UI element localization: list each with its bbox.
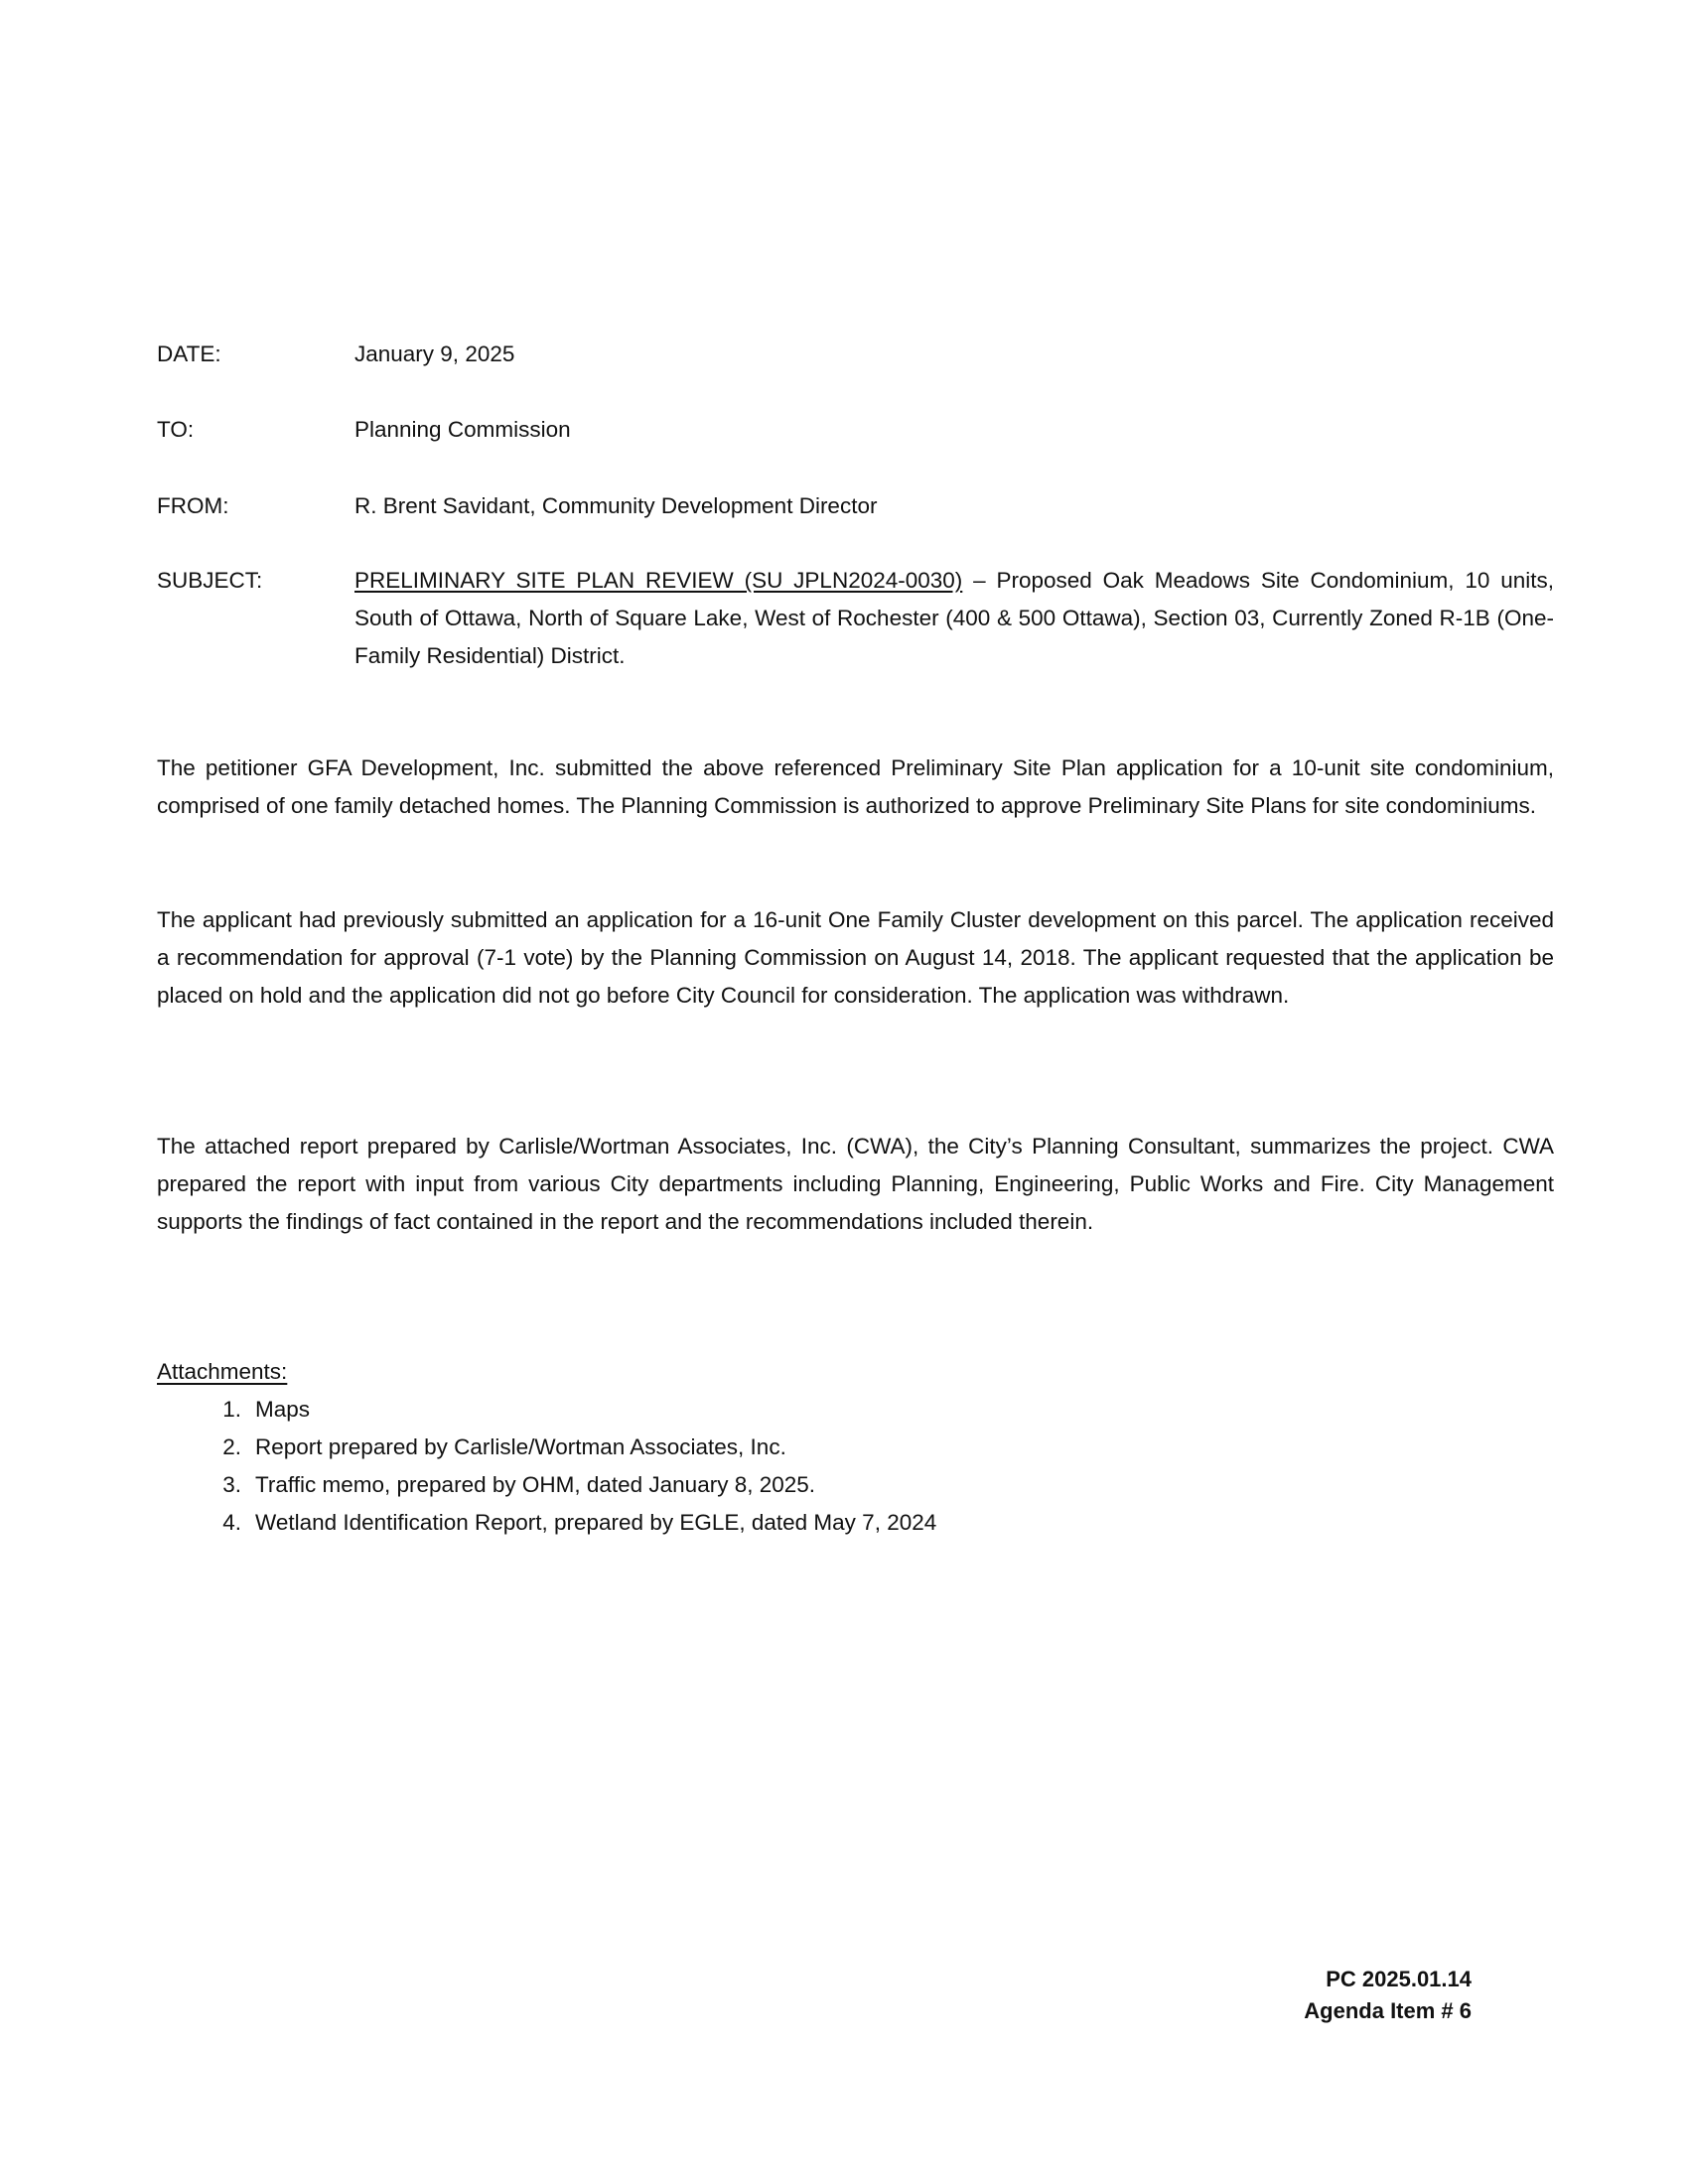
attachment-text: Maps	[255, 1397, 311, 1422]
date-row	[157, 336, 1554, 373]
paragraph-report: The attached report prepared by Carlisle/Wortman Associates, Inc. (CWA), the City’s Planning Consultant, summarizes the project. CWA prepared the report with input from various City departments including Planning, Engineering, Public Works and Fire. City Management supports the findings of fact contained in the report and the recommendations included therein.	[157, 1134, 1554, 1234]
to-label: TO:	[157, 417, 195, 442]
attachment-item	[157, 1391, 936, 1429]
date-value: January 9, 2025	[354, 341, 515, 366]
from-value: R. Brent Savidant, Community Development Director	[354, 493, 878, 518]
to-value: Planning Commission	[354, 417, 571, 442]
attachment-item	[157, 1429, 936, 1466]
attachment-text: Traffic memo, prepared by OHM, dated January 8, 2025.	[255, 1472, 816, 1497]
attachment-item	[157, 1504, 936, 1542]
subject-row	[157, 562, 1554, 675]
from-label: FROM:	[157, 493, 229, 518]
from-row	[157, 487, 1554, 525]
attachment-number: 1.	[222, 1397, 241, 1422]
date-label: DATE:	[157, 341, 221, 366]
subject-label: SUBJECT:	[157, 568, 263, 593]
attachment-number: 2.	[222, 1434, 241, 1459]
attachments-heading: Attachments:	[157, 1359, 288, 1384]
attachment-number: 4.	[222, 1510, 241, 1535]
footer-meeting-reference	[1304, 1964, 1472, 2027]
paragraph-history: The applicant had previously submitted an application for a 16-unit One Family Cluster development on this parcel. The application received a recommendation for approval (7-1 vote) by the Planning Commission on August 14, 2018. The applicant requested that the application be placed on hold and the application did not go before City Council for consideration. The application was withdrawn.	[157, 907, 1554, 1008]
meeting-code: PC 2025.01.14	[1326, 1967, 1472, 1991]
attachment-item	[157, 1466, 936, 1504]
attachment-text: Wetland Identification Report, prepared by EGLE, dated May 7, 2024	[255, 1510, 937, 1535]
attachments-list	[157, 1391, 936, 1542]
to-row	[157, 411, 1554, 449]
attachment-number: 3.	[222, 1472, 241, 1497]
paragraph-petition: The petitioner GFA Development, Inc. submitted the above referenced Preliminary Site Plan application for a 10-unit site condominium, comprised of one family detached homes. The Planning Commission is authorized to approve Preliminary Site Plans for site condominiums.	[157, 755, 1554, 818]
agenda-item-number: Agenda Item # 6	[1304, 1998, 1472, 2023]
attachment-text: Report prepared by Carlisle/Wortman Associates, Inc.	[255, 1434, 786, 1459]
subject-title: PRELIMINARY SITE PLAN REVIEW (SU JPLN2024-0030)	[354, 568, 963, 593]
subject-description: – Proposed Oak Meadows Site Condominium, 10 units, South of Ottawa, North of Square Lake, West of Rochester (400 & 500 Ottawa), Section 03, Currently Zoned R-1B (One-Family Residential) District.	[354, 568, 1554, 668]
subject-value	[354, 562, 1554, 675]
